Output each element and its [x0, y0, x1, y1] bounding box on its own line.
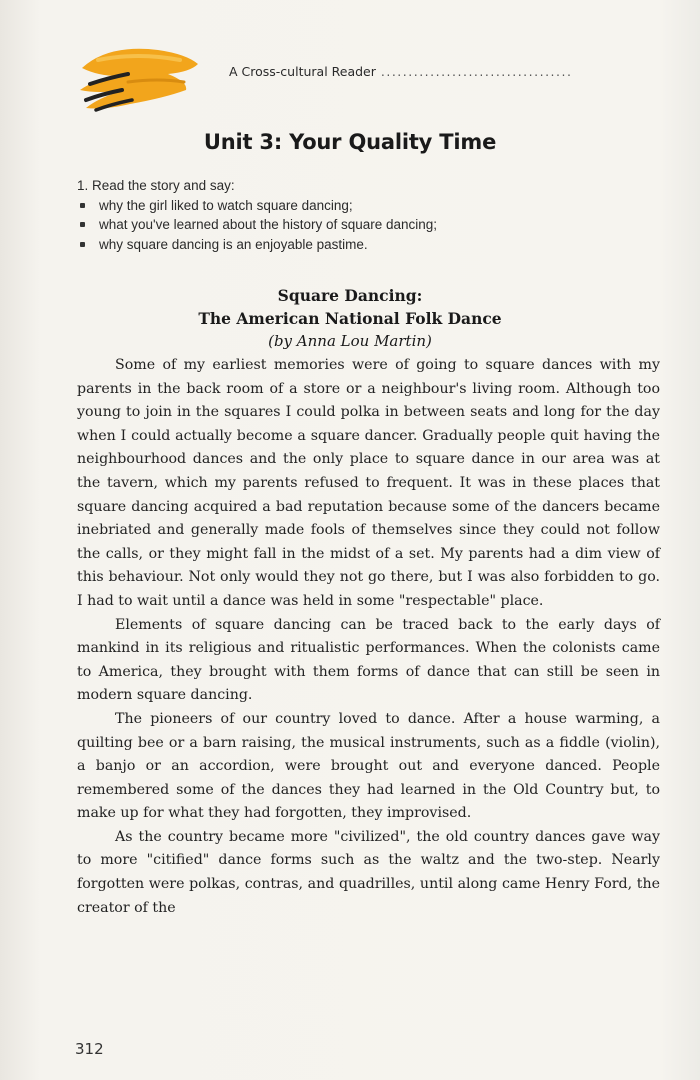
task-instruction: 1. Read the story and say:: [77, 178, 235, 193]
unit-title: Unit 3: Your Quality Time: [203, 130, 497, 154]
task-bullet: why the girl liked to watch square dancing;: [77, 196, 677, 216]
page-number: 312: [75, 1040, 104, 1058]
running-header: [229, 64, 659, 79]
book-title: A Cross-cultural Reader: [229, 64, 376, 79]
story-paragraph: The pioneers of our country loved to dance. After a house warming, a quilting bee or a barn raising, the musical instruments, such as a fiddle (violin), a banjo or an accordion, were brought out and everyone danced. People remembered some of the dances they had learned in the Old Country but, to make up for what they had forgotten, they improvised.: [77, 710, 660, 822]
story-paragraph: As the country became more "civilized", the old country dances gave way to more "citified" dance forms such as the waltz and the two-step. Nearly forgotten were polkas, contras, and quadrilles, until along came Henry Ford, the creator of the: [77, 828, 660, 916]
story-title: Square Dancing:: [277, 286, 423, 305]
header-leader-dots: ...................................: [380, 64, 573, 79]
story-paragraph: Some of my earliest memories were of going to square dances with my parents in the back room of a store or a neighbour's living room. Although too young to join in the squares I could polka in between seats and long for the day when I could actually become a square dancer. Gradually people quit having the neighbourhood dances and the only place to square dance in our area was at the tavern, which my parents refused to frequent. It was in these places that square dancing acquired a bad reputation because some of the dancers became inebriated and generally made fools of themselves since they could not follow the calls, or they might fall in the midst of a set. My parents had a dim view of this behaviour. Not only would they not go there, but I was also forbidden to go. I had to wait until a dance was held in some "respectable" place.: [77, 357, 660, 609]
task-bullet: what you've learned about the history of square dancing;: [77, 215, 677, 235]
story-body: [77, 354, 660, 920]
task-bullet-list: [77, 196, 677, 255]
story-paragraph: Elements of square dancing can be traced back to the early days of mankind in its religious and ritualistic performances. When the colonists came to America, they brought with them forms of dance that can still be seen in modern square dancing.: [77, 616, 660, 704]
task-instructions: [77, 176, 677, 254]
story-author: (by Anna Lou Martin): [268, 332, 432, 350]
orange-brush-stroke-logo: [68, 38, 208, 118]
story-subtitle: The American National Folk Dance: [198, 309, 502, 328]
task-bullet: why square dancing is an enjoyable pastime.: [77, 235, 677, 255]
story-heading: [0, 284, 700, 352]
